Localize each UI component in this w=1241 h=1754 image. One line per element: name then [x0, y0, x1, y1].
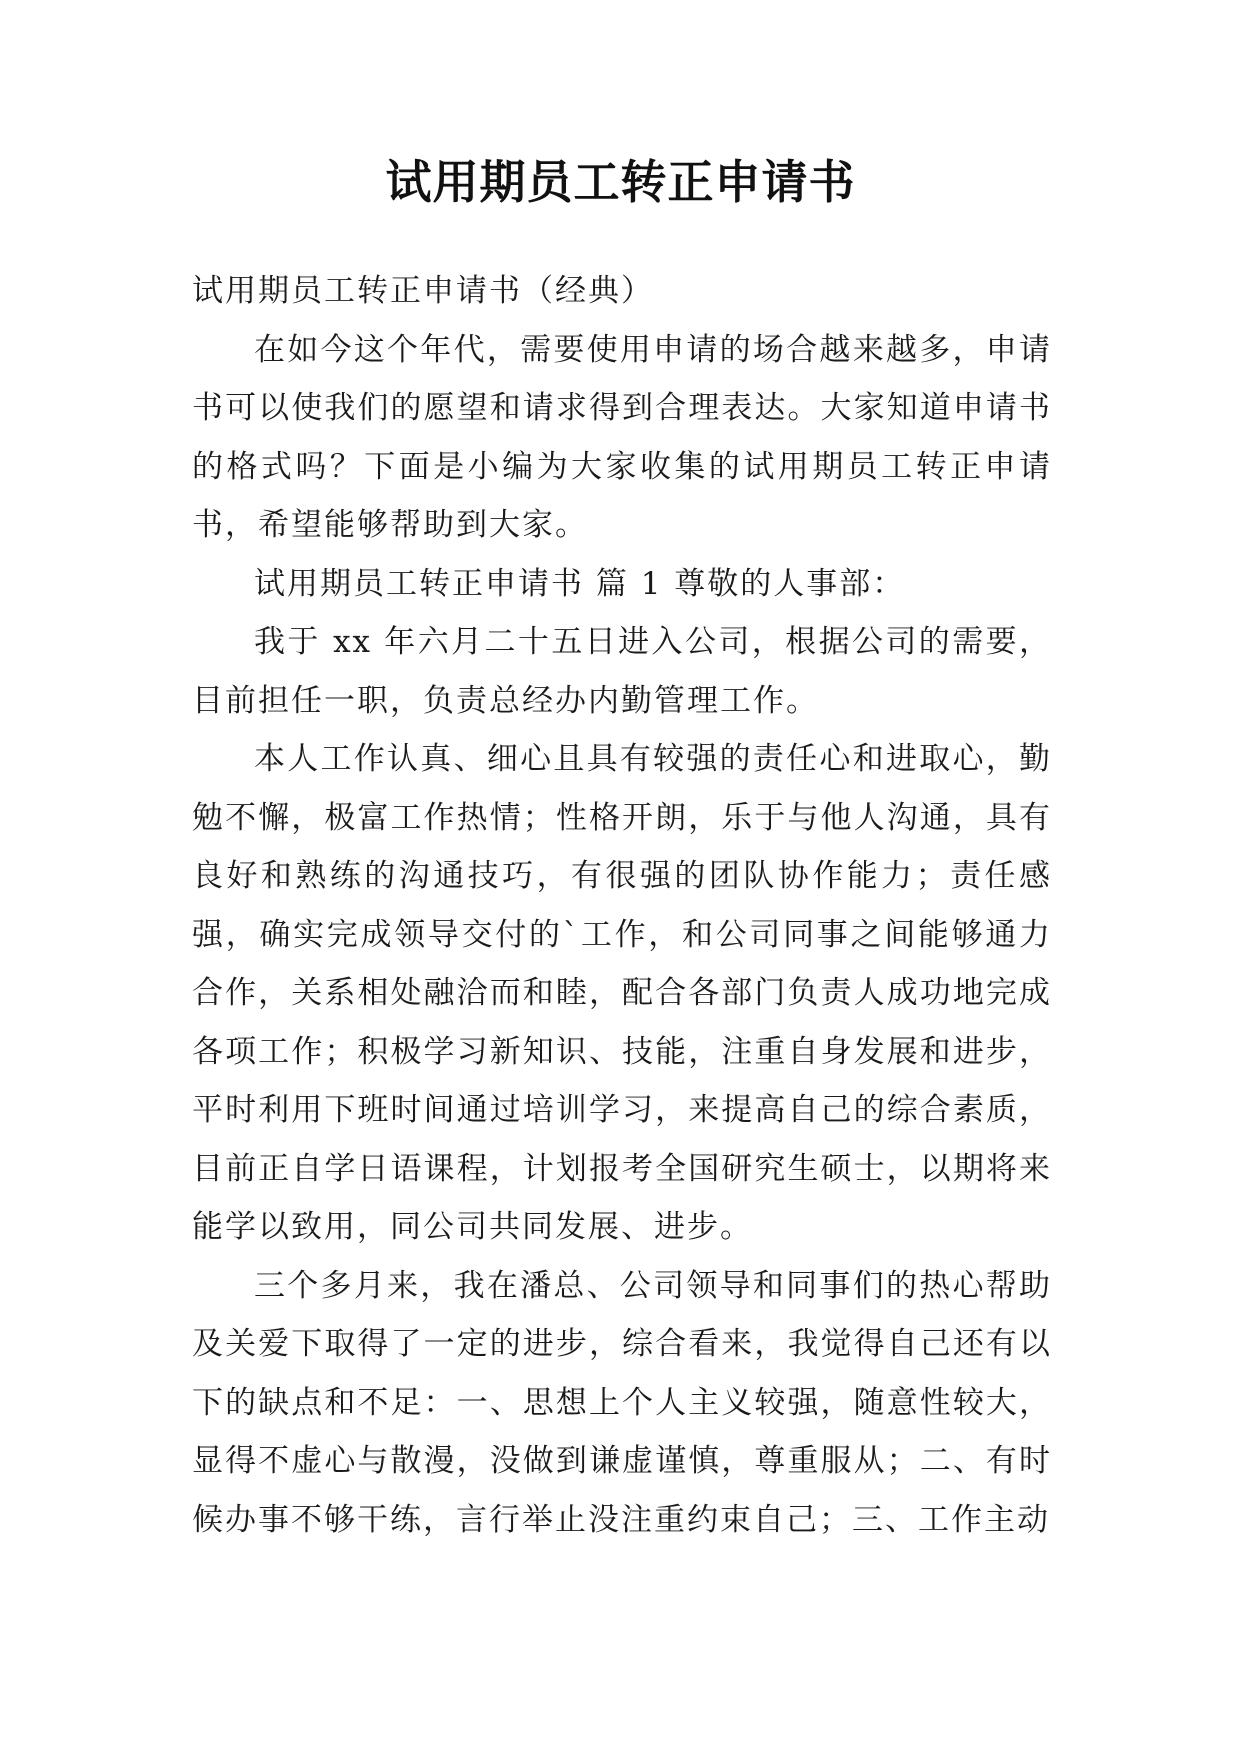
paragraph-subtitle: 试用期员工转正申请书（经典） — [192, 273, 654, 309]
paragraph-entry: 我于 xx 年六月二十五日进入公司，根据公司的需要，目前担任一职，负责总经办内勤管理工作。 — [192, 624, 1052, 719]
paragraph-self-assessment: 本人工作认真、细心且具有较强的责任心和进取心，勤勉不懈，极富工作热情；性格开朗，乐于与他人沟通，具有良好和熟练的沟通技巧，有很强的团队协作能力；责任感强，确实完成领导交付的`工作，和公司同事之间能够通力合作，关系相处融洽而和睦，配合各部门负责人成功地完成各项工作；积极学习新知识、技能，注重自身发展和进步，平时利用下班时间通过培训学习，来提高自己的综合素质，目前正自学日语课程，计划报考全国研究生硕士，以期将来能学以致用，同公司共同发展、进步。 — [192, 741, 1052, 1245]
paragraph-shortcomings: 三个多月来，我在潘总、公司领导和同事们的热心帮助及关爱下取得了一定的进步，综合看来，我觉得自己还有以下的缺点和不足：一、思想上个人主义较强，随意性较大，显得不虚心与散漫，没做到谦虚谨慎，尊重服从；二、有时候办事不够干练，言行举止没注重约束自己；三、工作主动 — [192, 1267, 1052, 1538]
paragraph-intro: 在如今这个年代，需要使用申请的场合越来越多，申请书可以使我们的愿望和请求得到合理表达。大家知道申请书的格式吗？下面是小编为大家收集的试用期员工转正申请书，希望能够帮助到大家。 — [192, 331, 1052, 543]
document-body — [192, 262, 1052, 1549]
paragraph-salutation: 试用期员工转正申请书 篇 1 尊敬的人事部： — [254, 565, 906, 602]
document-title: 试用期员工转正申请书 — [385, 155, 856, 209]
